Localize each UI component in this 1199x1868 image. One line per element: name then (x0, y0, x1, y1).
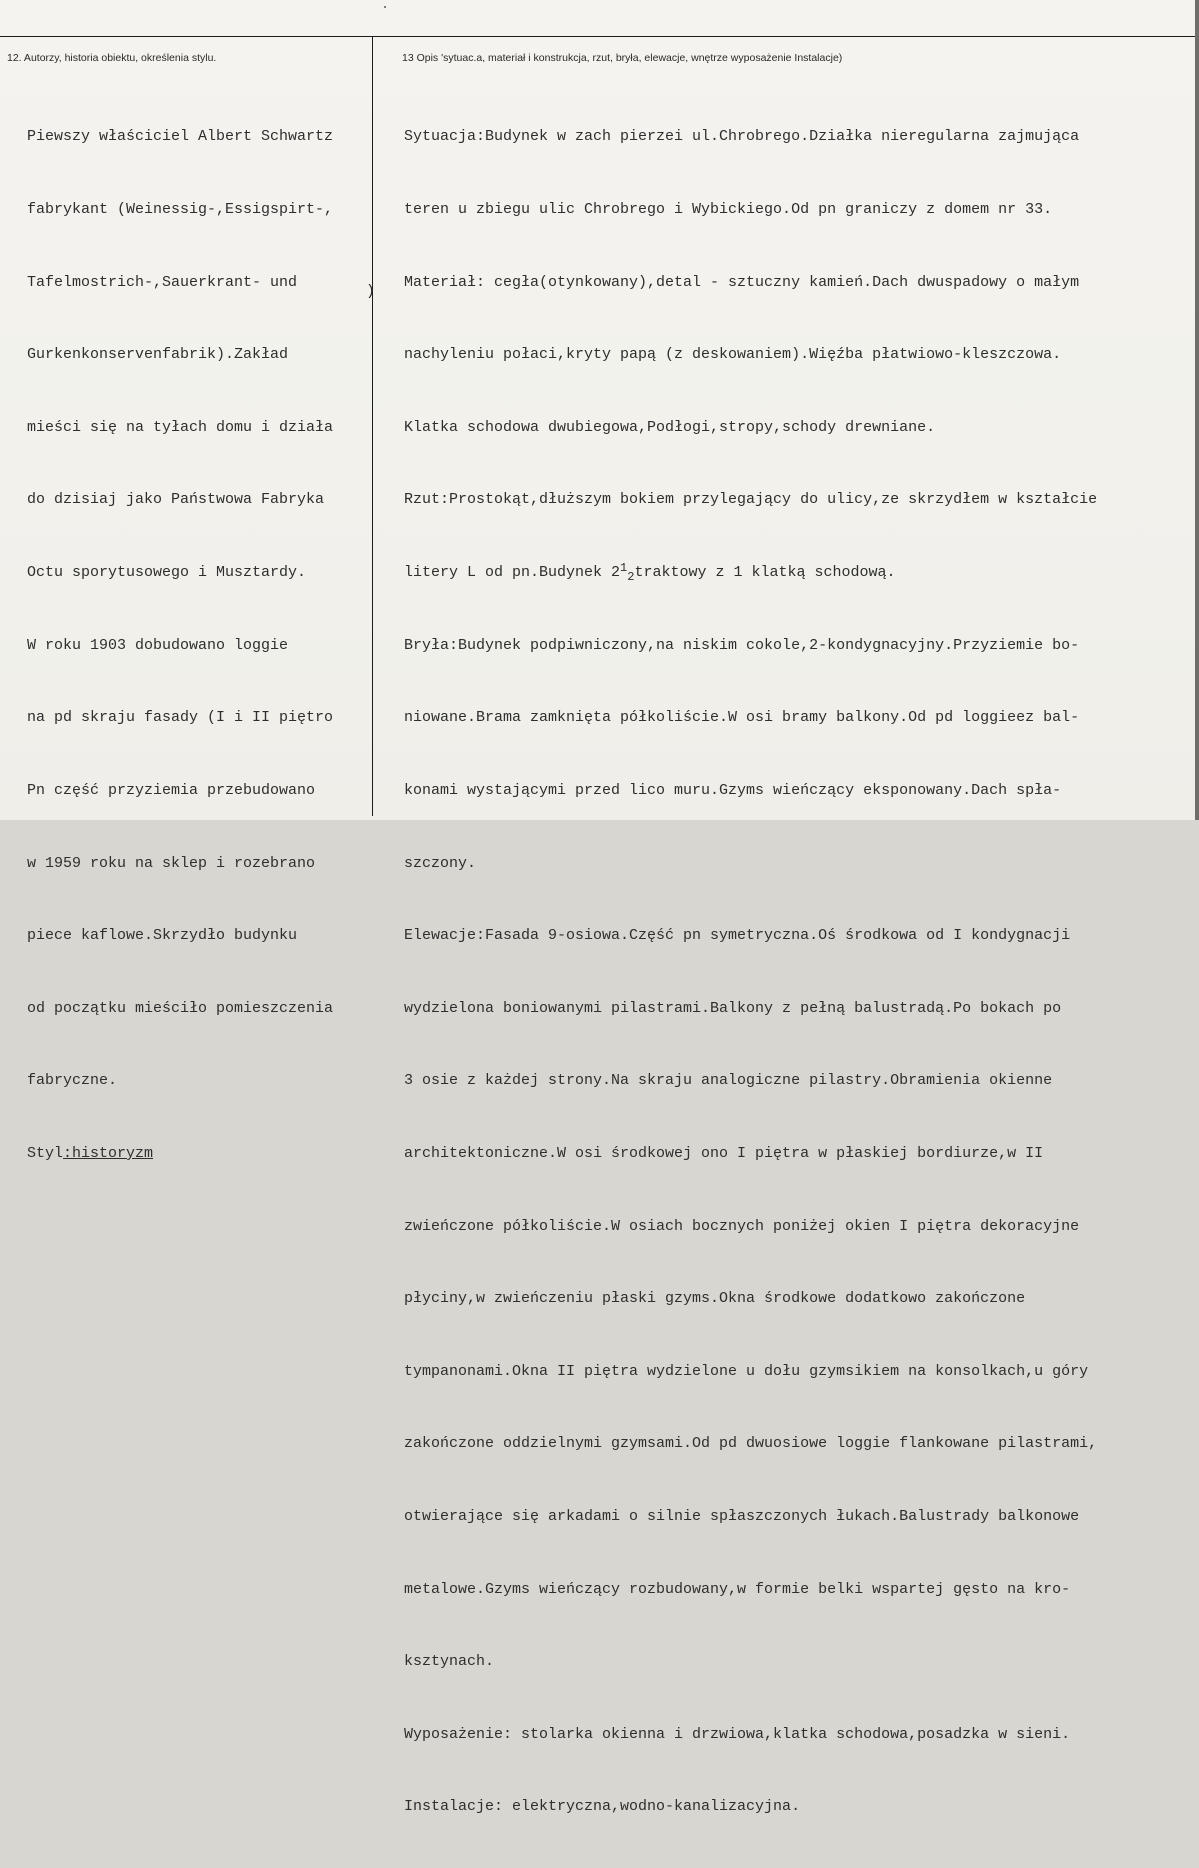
description-line: Sytuacja:Budynek w zach pierzei ul.Chrobrego.Działka nieregularna zajmująca (404, 128, 1080, 146)
column-divider (372, 36, 373, 816)
history-line: W roku 1903 dobudowano loggie (27, 636, 289, 654)
history-line: Gurkenkonservenfabrik).Zakład (27, 346, 289, 364)
history-line: Tafelmostrich-,Sauerkrant- und (27, 273, 298, 291)
header-rule (0, 36, 1199, 37)
description-line: architektoniczne.W osi środkowej ono I piętra w płaskiej bordiurze,w II (404, 1144, 1044, 1162)
fraction-numerator: 1 (620, 561, 628, 576)
page-edge-shadow (1195, 0, 1199, 820)
description-line: zwieńczone półkoliście.W osiach bocznych poniżej okien I piętra dekoracyjne (404, 1217, 1080, 1235)
description-line: konami wystającymi przed lico muru.Gzyms wieńczący eksponowany.Dach spła- (404, 781, 1062, 799)
description-line: Materiał: cegła(otynkowany),detal - sztuczny kamień.Dach dwuspadowy o małym (404, 273, 1080, 291)
description-column (404, 77, 1184, 1868)
history-line: mieści się na tyłach domu i działa (27, 418, 334, 436)
style-entry (27, 1142, 372, 1166)
history-line: Octu sporytusowego i Musztardy. (27, 564, 307, 582)
description-line: Elewacje:Fasada 9-osiowa.Część pn symetryczna.Oś środkowa od I kondygnacji (404, 927, 1071, 945)
description-line: 3 osie z każdej strony.Na skraju analogiczne pilastry.Obramienia okienne (404, 1072, 1053, 1090)
history-line: fabrykant (Weinessig-,Essigspirt-, (27, 201, 334, 219)
description-line: nachyleniu połaci,kryty papą (z deskowaniem).Więźba płatwiowo-kleszczowa. (404, 346, 1062, 364)
description-line: teren u zbiegu ulic Chrobrego i Wybickiego.Od pn graniczy z domem nr 33. (404, 201, 1053, 219)
paper-speck (384, 6, 386, 8)
history-line: do dzisiaj jako Państwowa Fabryka (27, 491, 325, 509)
description-line: Rzut:Prostokąt,dłuższym bokiem przylegający do ulicy,ze skrzydłem w kształcie (404, 491, 1098, 509)
description-line: Klatka schodowa dwubiegowa,Podłogi,stropy,schody drewniane. (404, 418, 936, 436)
description-line: metalowe.Gzyms wieńczący rozbudowany,w formie belki wspartej gęsto na kro- (404, 1580, 1071, 1598)
style-value: :historyzm (63, 1144, 154, 1162)
rzut-line (404, 561, 1184, 585)
description-line: niowane.Brama zamknięta półkoliście.W osi bramy balkony.Od pd loggieez bal- (404, 709, 1080, 727)
rzut-line-end: traktowy z 1 klatką schodową. (634, 564, 896, 582)
style-label: Styl (27, 1144, 64, 1162)
history-line: Pn część przyziemia przebudowano (27, 781, 316, 799)
description-line: tympanonami.Okna II piętra wydzielone u dołu gzymsikiem na konsolkach,u góry (404, 1362, 1089, 1380)
history-line: w 1959 roku na sklep i rozebrano (27, 854, 316, 872)
description-line: płyciny,w zwieńczeniu płaski gzyms.Okna środkowe dodatkowo zakończone (404, 1290, 1026, 1308)
history-line: od początku mieściło pomieszczenia (27, 999, 334, 1017)
description-line: zakończone oddzielnymi gzymsami.Od pd dwuosiowe loggie flankowane pilastrami, (404, 1435, 1098, 1453)
description-line: szczony. (404, 854, 477, 872)
history-line: fabryczne. (27, 1072, 118, 1090)
description-line: Instalacje: elektryczna,wodno-kanalizacyjna. (404, 1798, 801, 1816)
history-column (27, 77, 372, 1215)
section-13-heading: 13 Opis 'sytuac.a, materiał i konstrukcja, rzut, bryła, elewacje, wnętrze wyposażenie Instalacje) (402, 52, 843, 64)
rzut-line-start: litery L od pn.Budynek 2 (404, 564, 621, 582)
history-line: na pd skraju fasady (I i II piętro (27, 709, 334, 727)
description-line: wydzielona boniowanymi pilastrami.Balkony z pełną balustradą.Po bokach po (404, 999, 1062, 1017)
description-line: ksztynach. (404, 1653, 495, 1671)
history-line: Piewszy właściciel Albert Schwartz (27, 128, 334, 146)
closing-parenthesis: ) (366, 283, 376, 300)
description-line: Bryła:Budynek podpiwniczony,na niskim cokole,2-kondygnacyjny.Przyziemie bo- (404, 636, 1080, 654)
description-line: Wyposażenie: stolarka okienna i drzwiowa,klatka schodowa,posadzka w sieni. (404, 1725, 1071, 1743)
history-line: piece kaflowe.Skrzydło budynku (27, 927, 298, 945)
description-line: otwierające się arkadami o silnie spłaszczonych łukach.Balustrady balkonowe (404, 1507, 1080, 1525)
fraction-denominator: 2 (627, 570, 635, 585)
section-12-heading: 12. Autorzy, historia obiektu, określenia stylu. (7, 52, 217, 64)
